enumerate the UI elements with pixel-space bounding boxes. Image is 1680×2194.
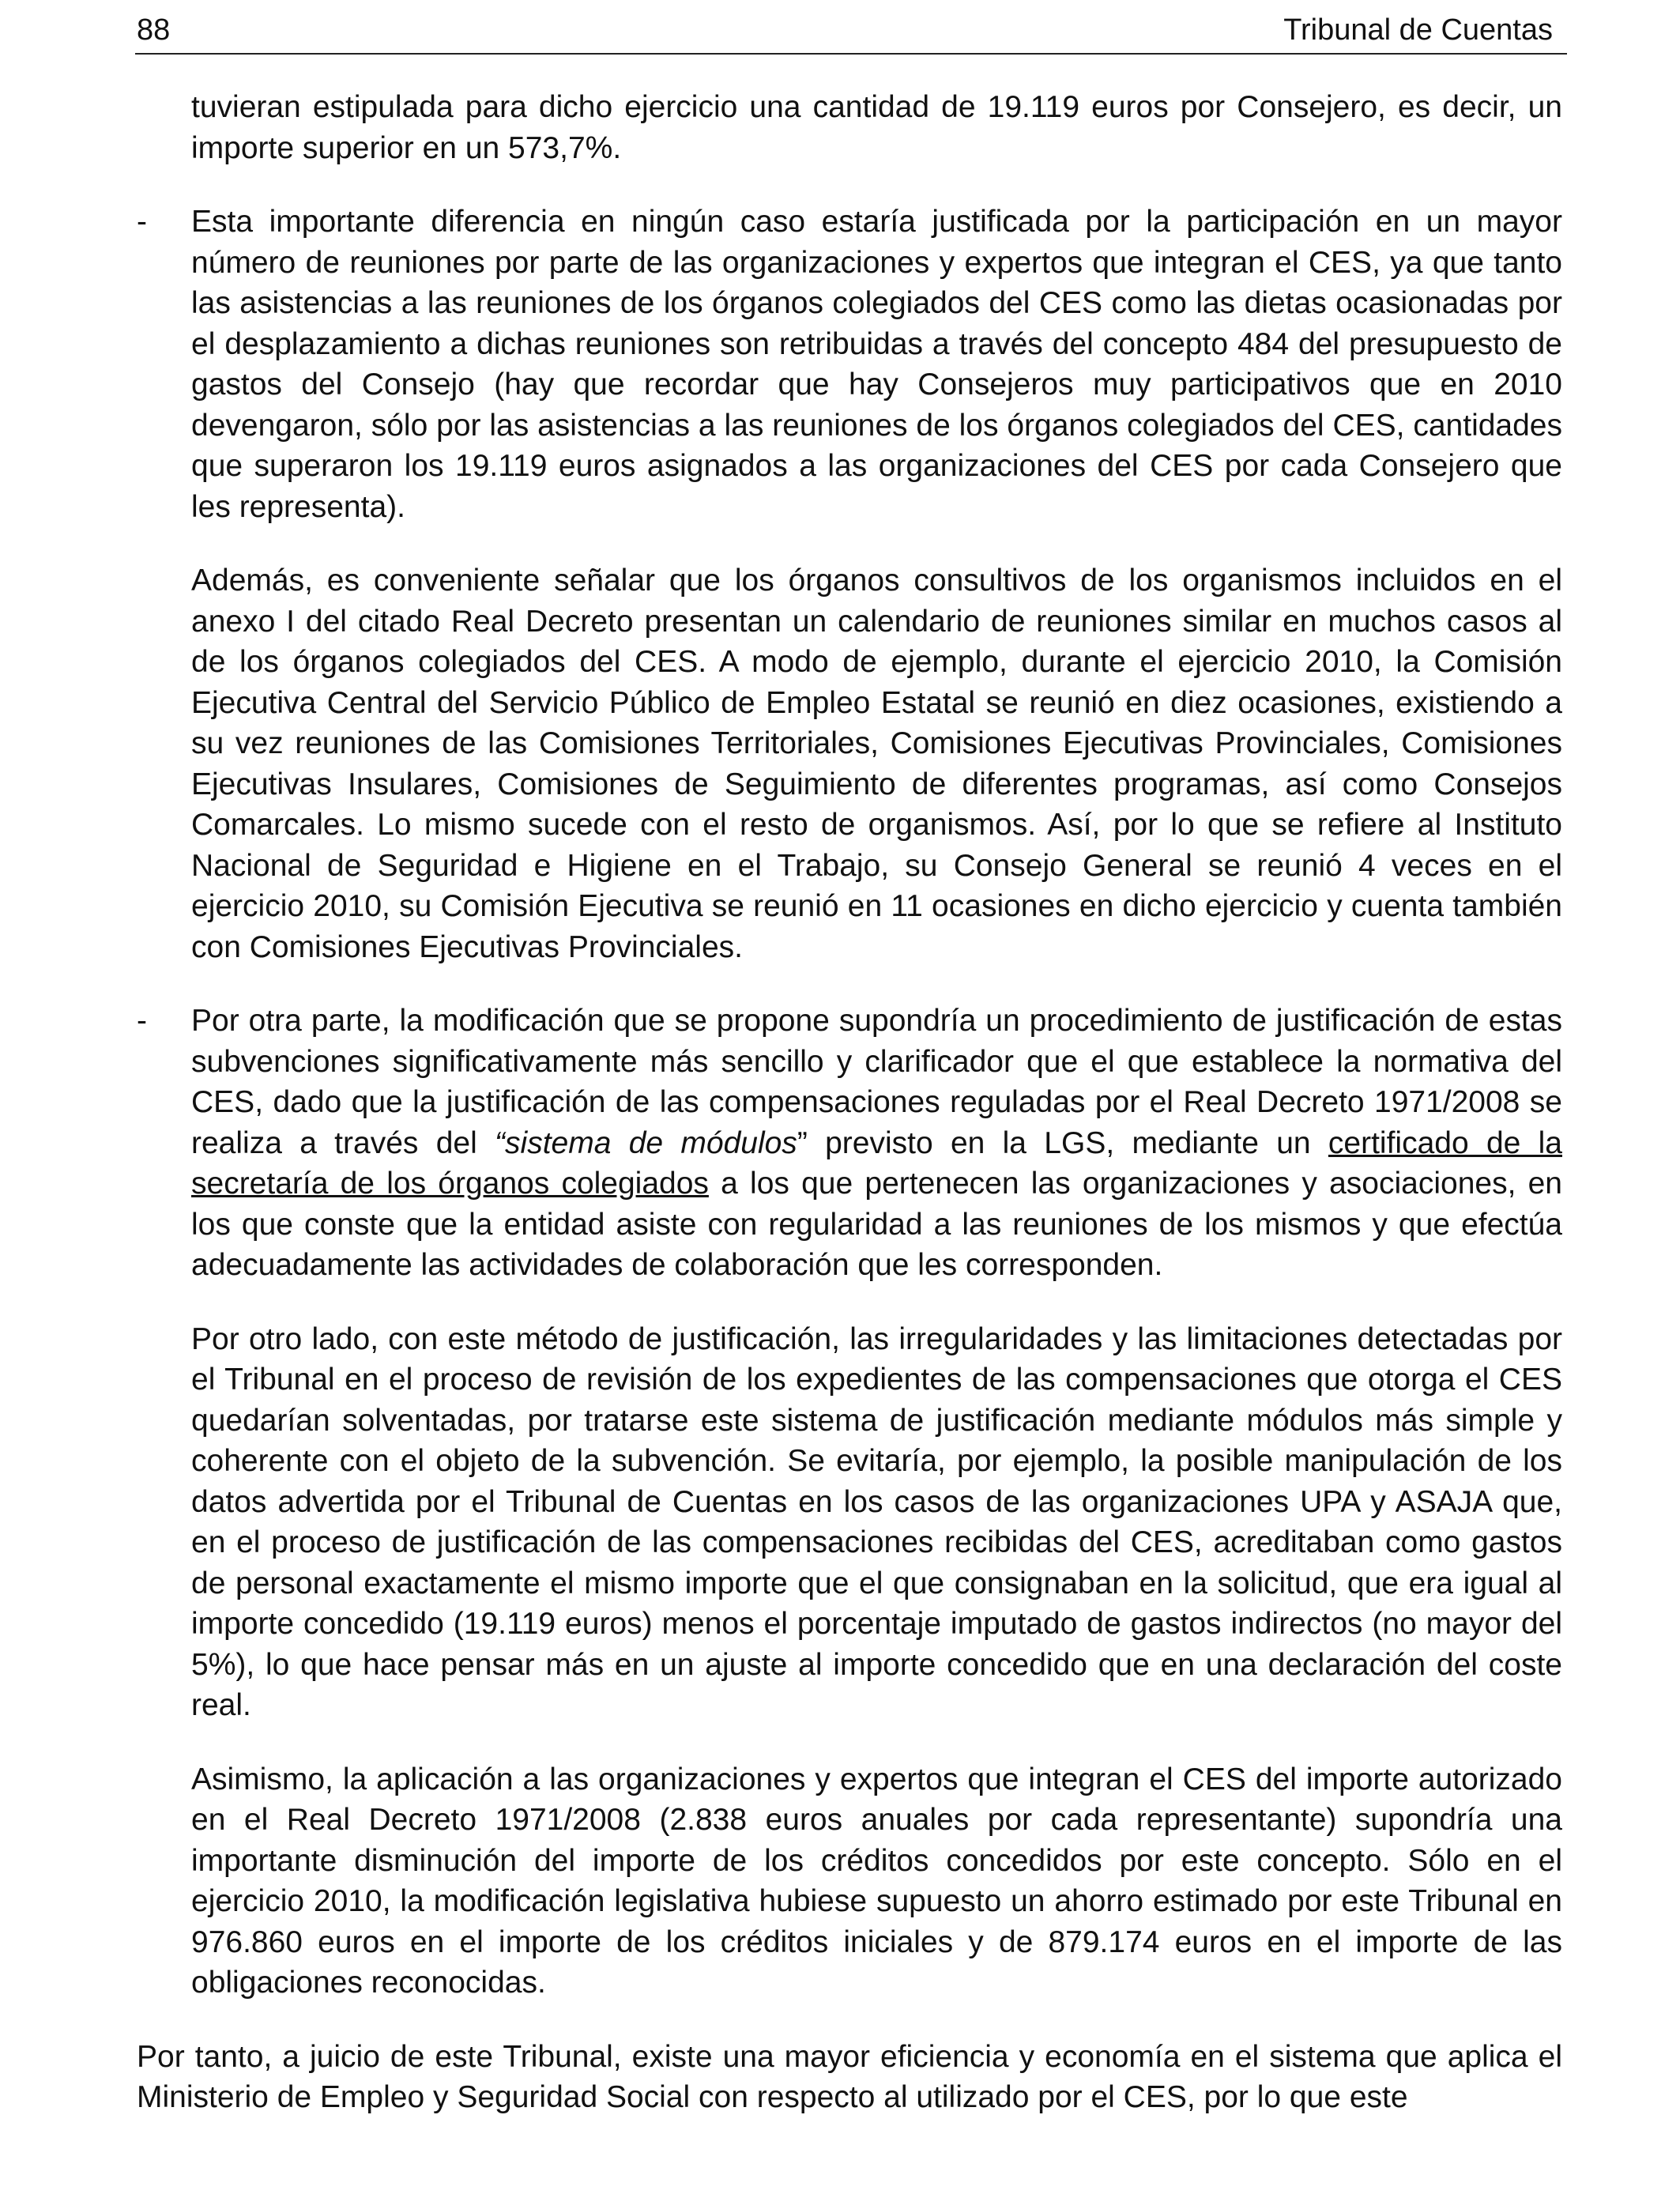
paragraph-continuation: tuvieran estipulada para dicho ejercicio una cantidad de 19.119 euros por Consejero, es decir, un importe superior en un 573,7%. [191, 90, 1562, 165]
bullet-text: Esta importante diferencia en ningún caso estaría justificada por la participación en un mayor número de reuniones por parte de las organizaciones y expertos que integran el CES, ya que tanto las asistencias a las reuniones de los órganos colegiados del CES como las dietas ocasionadas por el desplazamiento a dichas reuniones son retribuidas a través del concepto 484 del presupuesto de gastos del Consejo (hay que recordar que hay Consejeros muy participativos que en 2010 devengaron, sólo por las asistencias a las reuniones de los órganos colegiados del CES, cantidades que superaron los 19.119 euros asignados a las organizaciones del CES por cada Consejero que les representa). [191, 205, 1562, 524]
paragraph-conclusion: Por tanto, a juicio de este Tribunal, existe una mayor eficiencia y economía en el sistema que aplica el Ministerio de Empleo y Seguridad Social con respecto al utilizado por el CES, por lo que este [137, 2039, 1562, 2114]
bullet-text-part: ” previsto en la LGS, mediante un [797, 1125, 1328, 1160]
bullet-paragraph-justification [137, 1001, 1562, 1286]
bullet-paragraph-difference [137, 202, 1562, 527]
bullet-text-part: a los que pertenecen las organizaciones y asociaciones, en los que conste que la entidad asiste con regularidad a las reuniones de los mismos y que efectúa adecuadamente las actividades de colaboración que les corresponden. [191, 1167, 1563, 1282]
paragraph-advisory-bodies: Además, es conveniente señalar que los órganos consultivos de los organismos incluidos en el anexo I del citado Real Decreto presentan un calendario de reuniones similar en muchos casos al de los órganos colegiados del CES. A modo de ejemplo, durante el ejercicio 2010, la Comisión Ejecutiva Central del Servicio Público de Empleo Estatal se reunió en diez ocasiones, existiendo a su vez reuniones de las Comisiones Territoriales, Comisiones Ejecutivas Provinciales, Comisiones Ejecutivas Insulares, Comisiones de Seguimiento de diferentes programas, así como Consejos Comarcales. Lo mismo sucede con el resto de organismos. Así, por lo que se refiere al Instituto Nacional de Seguridad e Higiene en el Trabajo, su Consejo General se reunió 4 veces en el ejercicio 2010, su Comisión Ejecutiva se reunió en 11 ocasiones en dicho ejercicio y cuenta también con Comisiones Ejecutivas Provinciales. [191, 564, 1562, 964]
paragraph-savings: Asimismo, la aplicación a las organizaciones y expertos que integran el CES del importe autorizado en el Real Decreto 1971/2008 (2.838 euros anuales por cada representante) supondría una importante disminución del importe de los créditos concedidos por este concepto. Sólo en el ejercicio 2010, la modificación legislativa hubiese supuesto un ahorro estimado por este Tribunal en 976.860 euros en el importe de los créditos iniciales y de 879.174 euros en el importe de las obligaciones reconocidas. [191, 1762, 1562, 2000]
underlined-phrase: certificado de la secretaría de los órganos colegiados [191, 1125, 1562, 1201]
running-title: Tribunal de Cuentas [1283, 13, 1553, 47]
italic-term: “sistema de módulos [495, 1125, 797, 1160]
bullet-text-part: Por otra parte, la modificación que se propone supondría un procedimiento de justificación de estas subvenciones significativamente más sencillo y clarificador que el que establece la normativa del CES, dado que la justificación de las compensaciones reguladas por el Real Decreto 1971/2008 se realiza a través del [191, 1004, 1562, 1160]
page-number: 88 [137, 13, 171, 47]
bullet-dash: - [137, 1004, 147, 1038]
document-body [137, 87, 1562, 2118]
header-divider [135, 53, 1567, 55]
page-header [137, 6, 1567, 54]
paragraph-justification-method: Por otro lado, con este método de justificación, las irregularidades y las limitaciones detectadas por el Tribunal en el proceso de revisión de los expedientes de las compensaciones que otorga el CES quedarían solventadas, por tratarse este sistema de justificación mediante módulos más simple y coherente con el objeto de la subvención. Se evitaría, por ejemplo, la posible manipulación de los datos advertida por el Tribunal de Cuentas en los casos de las organizaciones UPA y ASAJA que, en el proceso de justificación de las compensaciones recibidas del CES, acreditaban como gastos de personal exactamente el mismo importe que el que consignaban en la solicitud, que era igual al importe concedido (19.119 euros) menos el porcentaje imputado de gastos indirectos (no mayor del 5%), lo que hace pensar más en un ajuste al importe concedido que en una declaración del coste real. [191, 1321, 1562, 1722]
bullet-dash: - [137, 205, 147, 239]
